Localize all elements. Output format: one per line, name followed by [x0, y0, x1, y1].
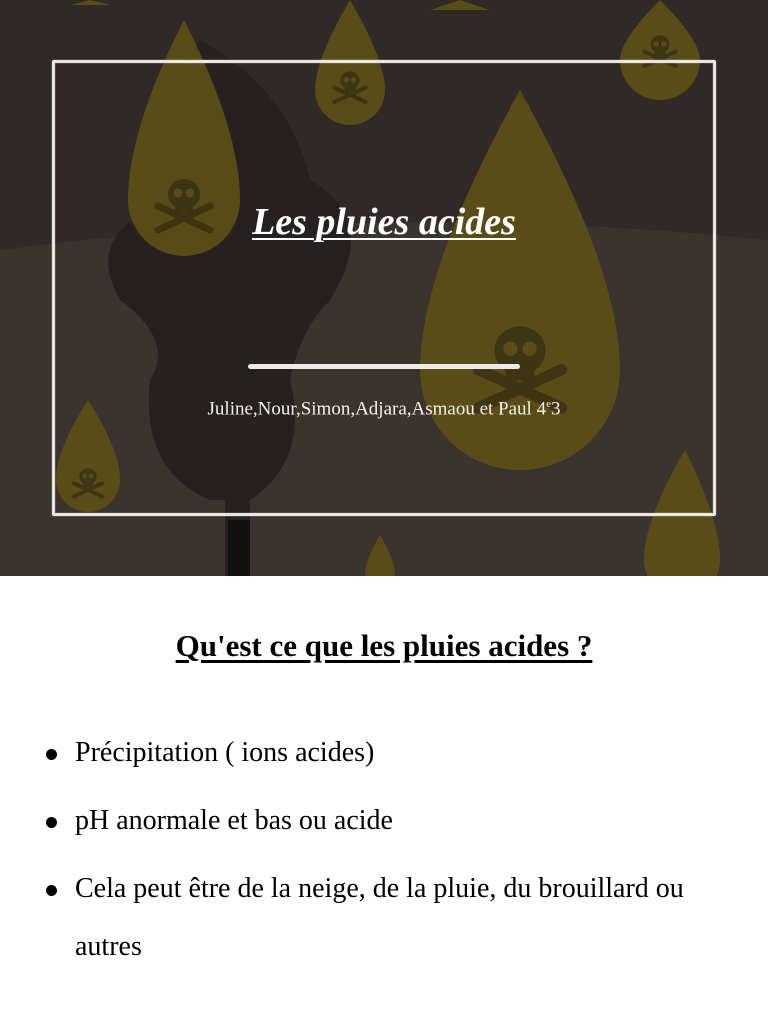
bullet-item	[44, 860, 734, 976]
bullet-dot-icon	[46, 817, 57, 828]
bullet-text: Précipitation ( ions acides)	[75, 737, 375, 768]
authors-line	[52, 398, 716, 420]
slide-title: Les pluies acides	[252, 201, 516, 243]
bullet-item	[44, 792, 734, 850]
bullet-text: Cela peut être de la neige, de la pluie, du brouillard ou autres	[75, 873, 684, 962]
bullet-dot-icon	[46, 749, 57, 760]
bullet-list	[44, 724, 734, 986]
authors-superscript: e	[546, 398, 551, 410]
bullet-item	[44, 724, 734, 782]
content-slide	[0, 576, 768, 1024]
title-divider	[248, 364, 520, 369]
bullet-text: pH anormale et bas ou acide	[75, 805, 393, 836]
content-slide-title: Qu'est ce que les pluies acides ?	[175, 628, 593, 663]
bullet-dot-icon	[46, 885, 57, 896]
slide-frame	[52, 60, 716, 516]
authors-class-number: 3	[550, 398, 561, 420]
authors-text: Juline,Nour,Simon,Adjara,Asmaou et Paul 4	[207, 398, 547, 420]
